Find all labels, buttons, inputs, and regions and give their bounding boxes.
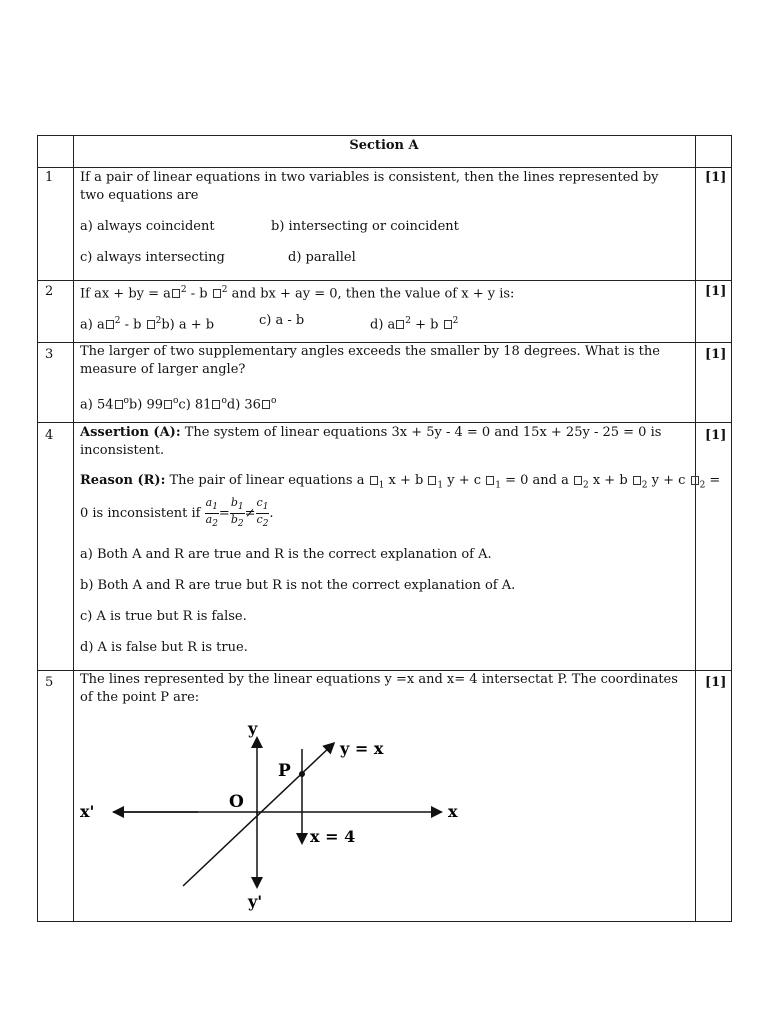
- question-number: 1: [45, 170, 54, 185]
- label-y: y: [248, 719, 258, 738]
- coordinate-graph-figure: [78, 714, 478, 914]
- question-marks: [1]: [705, 347, 727, 362]
- fraction-a: $\frac{a_1}{a_2}$: [205, 495, 218, 530]
- question-number: 3: [45, 347, 54, 362]
- section-title: Section A: [349, 138, 419, 153]
- column-divider-number: [73, 136, 74, 921]
- reason-condition: 0 is inconsistent if $\frac{a_1}{a_2}$ = $\frac{b_1}{b_2}$ ≠ $\frac{c_1}{c_2}$ .: [80, 495, 274, 530]
- label-x: x: [448, 802, 458, 821]
- column-divider-marks: [695, 136, 696, 921]
- row-divider: [38, 167, 731, 168]
- assertion-text: Assertion (A): The system of linear equations 3x + 5y - 4 = 0 and 15x + 25y - 25 = 0 is inconsistent.: [80, 425, 662, 458]
- question-options: a) 54 $^o$b) 99 $^o$c) 81 $^o$d) 36 $^o$: [80, 396, 277, 413]
- question-text: The lines represented by the linear equations y =x and x= 4 intersectat P. The coordinates of the point P are:: [80, 672, 678, 705]
- label-point-p: P: [278, 761, 291, 781]
- option-c: c) always intersecting: [80, 250, 225, 265]
- option-b: b) Both A and R are true but R is not the correct explanation of A.: [80, 578, 516, 593]
- option-c: c) A is true but R is false.: [80, 609, 247, 624]
- question-marks: [1]: [705, 428, 727, 443]
- question-marks: [1]: [705, 170, 727, 185]
- question-number: 2: [45, 284, 54, 299]
- question-number: 4: [45, 428, 54, 443]
- question-text: If a pair of linear equations in two variables is consistent, then the lines represented by two equations are: [80, 170, 659, 203]
- question-marks: [1]: [705, 284, 727, 299]
- question-marks: [1]: [705, 675, 727, 690]
- question-text: If ax + by = a $^2$ - b $^2$ and bx + ay = 0, then the value of x + y is:: [80, 285, 515, 302]
- question-table: [37, 135, 732, 922]
- reason-text: Reason (R): The pair of linear equations a $_1$ x + b $_1$ y + c $_1$ = 0 and a $_2$ x + b $_2$ y + c $_2$ =: [80, 473, 721, 491]
- question-text: The larger of two supplementary angles exceeds the smaller by 18 degrees. What is the measure of larger angle?: [80, 344, 660, 377]
- label-line-x-equals-4: x = 4: [310, 827, 356, 846]
- fraction-c: $\frac{c_1}{c_2}$: [256, 495, 269, 530]
- label-line-y-equals-x: y = x: [340, 739, 384, 758]
- row-divider: [38, 422, 731, 423]
- line-y-equals-x: [183, 744, 333, 886]
- fraction-b: $\frac{b_1}{b_2}$: [230, 495, 244, 530]
- label-y-prime: y': [248, 892, 263, 911]
- option-d: d) parallel: [288, 250, 356, 265]
- option-d: d) A is false but R is true.: [80, 640, 248, 655]
- option-d: d) a $^2$ + b $^2$: [370, 316, 459, 333]
- label-x-prime: x': [80, 802, 95, 821]
- point-p: [299, 771, 305, 777]
- option-a-b: a) a $^2$ - b $^2$b) a + b: [80, 316, 215, 333]
- option-a: a) always coincident: [80, 219, 215, 234]
- option-b: b) intersecting or coincident: [271, 219, 459, 234]
- label-origin: O: [229, 792, 244, 812]
- option-c: c) a - b: [259, 313, 305, 328]
- option-a: a) Both A and R are true and R is the correct explanation of A.: [80, 547, 492, 562]
- question-number: 5: [45, 675, 54, 690]
